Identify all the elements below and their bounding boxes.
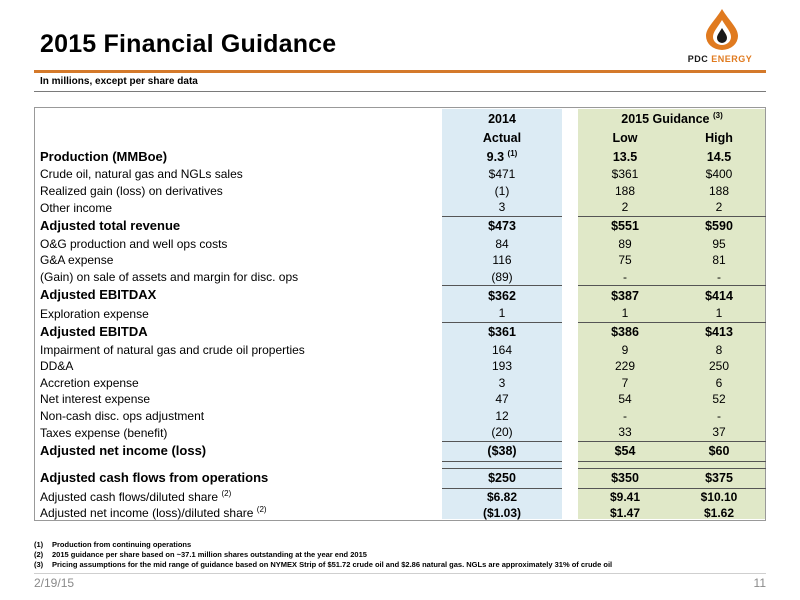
row-label bbox=[34, 252, 442, 269]
row-label-text: Accretion expense bbox=[40, 375, 139, 390]
cell-guidance-high: - bbox=[672, 269, 766, 286]
cell-guidance-high: 2 bbox=[672, 199, 766, 216]
page-number: 11 bbox=[753, 576, 766, 590]
cell-guidance-high: 1 bbox=[672, 305, 766, 322]
cell-actual-note: (1) bbox=[507, 148, 518, 158]
table-row bbox=[34, 236, 766, 253]
table-row bbox=[34, 286, 766, 306]
footnote-item bbox=[34, 540, 612, 550]
financial-table-wrapper bbox=[34, 107, 766, 521]
cell-actual-2014 bbox=[442, 391, 562, 408]
row-label bbox=[34, 468, 442, 488]
row-label bbox=[34, 322, 442, 342]
cell-guidance-high: $413 bbox=[705, 325, 733, 339]
cell-actual-2014 bbox=[442, 505, 562, 522]
cell-actual-2014 bbox=[442, 375, 562, 392]
cell-guidance-low: $361 bbox=[611, 167, 639, 182]
row-label-text: Crude oil, natural gas and NGLs sales bbox=[40, 167, 243, 182]
table-row bbox=[34, 375, 766, 392]
row-label bbox=[34, 269, 442, 286]
table-row bbox=[34, 252, 766, 269]
cell-actual-value: $471 bbox=[488, 167, 516, 182]
cell-guidance-low: 75 bbox=[618, 253, 632, 268]
footnote-text: 2015 guidance per share based on ~37.1 million shares outstanding at the year end 2015 bbox=[52, 550, 367, 559]
row-label-text: Adjusted cash flows/diluted share bbox=[40, 489, 219, 504]
cell-guidance-high: 6 bbox=[715, 375, 723, 390]
cell-actual-2014 bbox=[442, 488, 562, 505]
cell-actual-value: ($38) bbox=[487, 444, 517, 458]
cell-guidance-low: 9 bbox=[621, 342, 629, 357]
cell-actual-value: 9.3 bbox=[486, 149, 505, 164]
cell-guidance-high: 14.5 bbox=[706, 149, 732, 164]
cell-actual-value: 3 bbox=[498, 200, 506, 215]
cell-actual-2014 bbox=[442, 147, 562, 166]
row-label-text: DD&A bbox=[40, 359, 74, 374]
header-guidance bbox=[578, 109, 766, 128]
row-label-text: G&A expense bbox=[40, 253, 114, 268]
cell-actual-value: 12 bbox=[495, 408, 509, 423]
row-label bbox=[34, 342, 442, 359]
table-row bbox=[34, 441, 766, 461]
row-label-text: Adjusted EBITDAX bbox=[40, 287, 157, 303]
cell-guidance-high: $414 bbox=[705, 288, 733, 303]
cell-actual-2014 bbox=[442, 199, 562, 216]
cell-guidance-low: $9.41 bbox=[609, 489, 641, 504]
cell-actual-2014 bbox=[442, 424, 562, 441]
row-label bbox=[34, 505, 442, 522]
row-label-text: Adjusted cash flows from operations bbox=[40, 470, 269, 485]
cell-actual-value: $362 bbox=[488, 288, 516, 303]
table-row bbox=[34, 183, 766, 200]
cell-guidance-low: 13.5 bbox=[612, 149, 638, 164]
cell-actual-value: 164 bbox=[491, 342, 513, 357]
table-row bbox=[34, 269, 766, 286]
title-rule bbox=[34, 70, 766, 73]
cell-guidance-high: - bbox=[717, 408, 721, 423]
row-label-text: Impairment of natural gas and crude oil properties bbox=[40, 342, 305, 357]
cell-actual-value: 193 bbox=[491, 359, 513, 374]
footnotes bbox=[34, 540, 612, 570]
cell-actual-2014 bbox=[442, 166, 562, 183]
row-label bbox=[34, 358, 442, 375]
cell-guidance-low: 1 bbox=[578, 305, 672, 322]
cell-actual-value: 3 bbox=[498, 375, 506, 390]
cell-guidance-low: 188 bbox=[614, 183, 636, 198]
cell-actual-2014 bbox=[442, 305, 562, 322]
cell-guidance-low: 54 bbox=[618, 392, 632, 407]
footer-rule bbox=[34, 573, 766, 574]
cell-actual-2014 bbox=[442, 408, 562, 425]
units-subtitle: In millions, except per share data bbox=[40, 76, 198, 87]
cell-guidance-low: $387 bbox=[611, 288, 639, 303]
cell-actual-value: $6.82 bbox=[486, 489, 518, 504]
header-guidance-text: 2015 Guidance bbox=[621, 111, 710, 126]
table-row bbox=[34, 391, 766, 408]
row-label-text: Adjusted EBITDA bbox=[40, 323, 148, 339]
table-row bbox=[34, 216, 766, 236]
row-label-text: (Gain) on sale of assets and margin for disc. ops bbox=[40, 270, 299, 284]
footnote-item bbox=[34, 550, 612, 560]
cell-actual-value: ($1.03) bbox=[482, 506, 522, 521]
cell-actual-value: (89) bbox=[491, 269, 513, 284]
row-label bbox=[34, 147, 442, 166]
row-label bbox=[34, 375, 442, 392]
cell-actual-value: (20) bbox=[491, 425, 513, 440]
cell-guidance-high: 188 bbox=[708, 183, 730, 198]
row-label bbox=[34, 441, 442, 461]
row-label-text: Non-cash disc. ops adjustment bbox=[40, 408, 205, 423]
cell-guidance-low: $54 bbox=[578, 441, 672, 461]
cell-actual-value: 84 bbox=[495, 236, 509, 251]
row-label bbox=[34, 183, 442, 200]
header-low: Low bbox=[612, 130, 638, 145]
logo-brand-part2: ENERGY bbox=[711, 54, 753, 64]
cell-guidance-high: $1.62 bbox=[703, 506, 735, 521]
table-row bbox=[34, 322, 766, 342]
row-label-text: Adjusted total revenue bbox=[40, 217, 181, 233]
footnote-item bbox=[34, 560, 612, 570]
cell-guidance-high: $375 bbox=[672, 468, 766, 488]
row-label-text: Taxes expense (benefit) bbox=[40, 425, 168, 440]
row-label-text: Realized gain (loss) on derivatives bbox=[40, 183, 223, 198]
table-row bbox=[34, 147, 766, 166]
header-year-2014: 2014 bbox=[488, 111, 516, 126]
header-guidance-note: (3) bbox=[712, 110, 723, 120]
logo-brand-part1: PDC bbox=[687, 54, 709, 64]
cell-actual-2014 bbox=[442, 286, 562, 306]
row-label-text: Exploration expense bbox=[40, 306, 149, 321]
cell-guidance-low: $350 bbox=[578, 468, 672, 488]
cell-guidance-low: - bbox=[623, 408, 627, 423]
cell-actual-2014 bbox=[442, 252, 562, 269]
subtitle-rule bbox=[34, 91, 766, 92]
cell-actual-value: 47 bbox=[495, 392, 509, 407]
flame-drop-icon bbox=[704, 8, 740, 50]
header-high: High bbox=[705, 130, 733, 145]
table-row bbox=[34, 408, 766, 425]
cell-guidance-low: - bbox=[578, 269, 672, 286]
table-row bbox=[34, 342, 766, 359]
cell-guidance-high: $10.10 bbox=[700, 489, 738, 504]
header-empty bbox=[34, 109, 442, 128]
cell-guidance-high: $400 bbox=[705, 167, 733, 182]
cell-actual-value: $361 bbox=[488, 325, 516, 339]
cell-guidance-low: $1.47 bbox=[609, 506, 641, 521]
cell-guidance-high: $590 bbox=[705, 219, 733, 233]
row-label bbox=[34, 391, 442, 408]
cell-actual-2014 bbox=[442, 468, 562, 488]
cell-guidance-low: 229 bbox=[614, 359, 636, 374]
cell-actual-2014 bbox=[442, 322, 562, 342]
cell-guidance-low: $551 bbox=[611, 219, 639, 233]
row-label-note: (2) bbox=[256, 505, 267, 515]
cell-guidance-low: 2 bbox=[578, 199, 672, 216]
cell-guidance-high: 250 bbox=[708, 359, 730, 374]
row-label bbox=[34, 166, 442, 183]
cell-actual-value: 1 bbox=[498, 306, 506, 321]
cell-guidance-high: 37 bbox=[672, 424, 766, 441]
table-row bbox=[34, 468, 766, 488]
row-label-text: Other income bbox=[40, 200, 113, 215]
cell-guidance-low: 89 bbox=[618, 236, 632, 251]
cell-actual-value: $473 bbox=[488, 219, 516, 233]
row-label-text: Adjusted net income (loss)/diluted share bbox=[40, 506, 254, 521]
company-logo bbox=[678, 8, 762, 70]
table-row bbox=[34, 166, 766, 183]
row-label bbox=[34, 199, 442, 216]
row-label bbox=[34, 286, 442, 306]
header-actual: Actual bbox=[482, 130, 522, 145]
row-label bbox=[34, 424, 442, 441]
logo-brand-text bbox=[678, 54, 762, 64]
table-row bbox=[34, 305, 766, 322]
row-label bbox=[34, 216, 442, 236]
table-row bbox=[34, 358, 766, 375]
cell-guidance-high: 95 bbox=[712, 236, 726, 251]
cell-actual-2014 bbox=[442, 269, 562, 286]
row-label bbox=[34, 488, 442, 505]
footnote-text: Pricing assumptions for the mid range of guidance based on NYMEX Strip of $51.72 crude oil and $2.86 natural gas. NGLs are approximately 31% of crude oil bbox=[52, 560, 613, 569]
row-label bbox=[34, 236, 442, 253]
cell-actual-2014 bbox=[442, 342, 562, 359]
cell-guidance-high: $60 bbox=[672, 441, 766, 461]
page-title: 2015 Financial Guidance bbox=[40, 30, 337, 58]
header-row-1 bbox=[34, 109, 766, 128]
table-row bbox=[34, 424, 766, 441]
footnote-number: (2) bbox=[34, 550, 44, 559]
table-row bbox=[34, 199, 766, 216]
cell-actual-value: (1) bbox=[494, 183, 510, 198]
row-label-text: Production (MMBoe) bbox=[40, 148, 168, 164]
cell-guidance-low: 7 bbox=[621, 375, 629, 390]
cell-actual-value: 116 bbox=[492, 253, 512, 268]
table-row bbox=[34, 505, 766, 522]
cell-guidance-low: $386 bbox=[611, 325, 639, 339]
financial-guidance-table bbox=[34, 109, 766, 522]
cell-actual-2014 bbox=[442, 183, 562, 200]
footnote-number: (3) bbox=[34, 560, 44, 569]
cell-actual-2014 bbox=[442, 358, 562, 375]
cell-actual-value: $250 bbox=[488, 471, 516, 485]
row-label bbox=[34, 408, 442, 425]
footer-date: 2/19/15 bbox=[34, 576, 75, 590]
footnote-text: Production from continuing operations bbox=[52, 540, 192, 549]
cell-guidance-high: 52 bbox=[712, 392, 726, 407]
cell-actual-2014 bbox=[442, 236, 562, 253]
row-label bbox=[34, 305, 442, 322]
cell-guidance-low: 33 bbox=[578, 424, 672, 441]
cell-actual-2014 bbox=[442, 441, 562, 461]
row-label-note: (2) bbox=[221, 488, 232, 498]
row-label-text: Adjusted net income (loss) bbox=[40, 443, 207, 458]
cell-guidance-high: 8 bbox=[715, 342, 723, 357]
header-row-2 bbox=[34, 128, 766, 147]
row-label-text: Net interest expense bbox=[40, 392, 151, 407]
row-label-text: O&G production and well ops costs bbox=[40, 236, 228, 251]
cell-guidance-high: 81 bbox=[712, 253, 726, 268]
footnote-number: (1) bbox=[34, 540, 44, 549]
table-row bbox=[34, 488, 766, 505]
cell-actual-2014 bbox=[442, 216, 562, 236]
